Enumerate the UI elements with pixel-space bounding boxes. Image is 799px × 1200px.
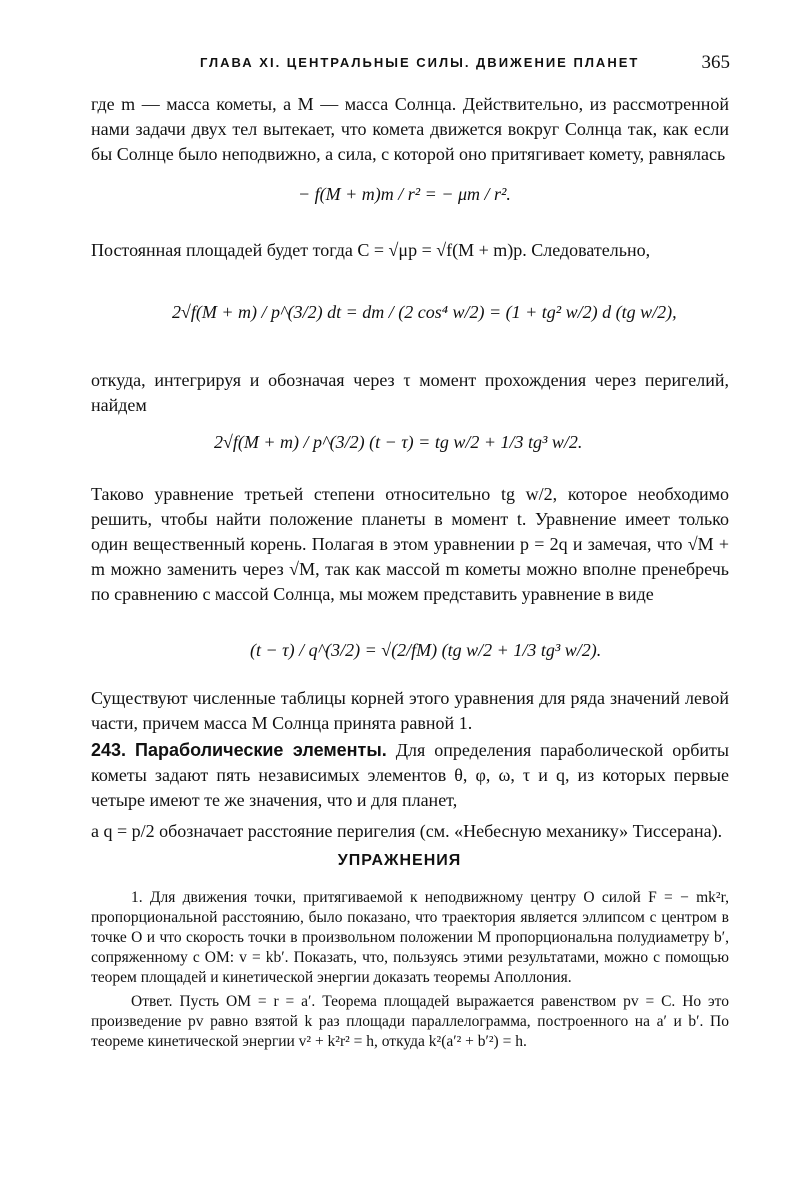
section-243-text-2: а q = p/2 обозначает расстояние перигелия (см. «Небесную механику» Тиссерана). (91, 821, 723, 841)
formula-4: (t − τ) / q^(3/2) = √(2/fM) (tg w/2 + 1/3 tg³ w/2). (250, 640, 602, 660)
section-243 (91, 738, 729, 844)
paragraph-2 (91, 238, 729, 263)
paragraph-3-text: откуда, интегрируя и обозначая через τ момент прохождения через перигелий, найдем (91, 370, 729, 415)
paragraph-5 (91, 686, 729, 736)
paragraph-1-text: где m — масса кометы, а M — масса Солнца. Действительно, из рассмотренной нами задачи двух тел вытекает, что комета движется вокруг Солнца так, как если бы Солнце было неподвижно, а сила, с которой оно притягивает комету, равнялась (91, 94, 729, 164)
formula-1: − f(M + m)m / r² = − μm / r². (298, 184, 511, 204)
exercise-1-answer: Ответ. Пусть OM = r = a′. Теорема площадей выражается равенством pv = C. Но это произведение pv равно взятой k раз площади параллелограмма, построенного на a′ и b′. По теореме кинетической энергии v² + k²r² = h, откуда k²(a′² + b′²) = h. (91, 993, 729, 1050)
exercise-1 (91, 888, 729, 1052)
paragraph-4-text: Таково уравнение третьей степени относительно tg w/2, которое необходимо решить, чтобы найти положение планеты в момент t. Уравнение имеет только один вещественный корень. Полагая в этом уравнении p = 2q и замечая, что √M + m можно заменить через √M, так как массой m кометы можно вполне пренебречь по сравнению с массой Солнца, мы можем представить уравнение в виде (91, 484, 729, 604)
section-heading: Параболические элементы. (135, 740, 387, 760)
section-number: 243. (91, 740, 127, 760)
page-header (90, 52, 730, 76)
paragraph-2-text: Постоянная площадей будет тогда C = √μp = √f(M + m)p. Следовательно, (91, 240, 651, 260)
paragraph-4 (91, 482, 729, 607)
paragraph-3 (91, 368, 729, 418)
page-number: 365 (701, 52, 730, 73)
formula-2: 2√f(M + m) / p^(3/2) dt = dm / (2 cos⁴ w/2) = (1 + tg² w/2) d (tg w/2), (172, 302, 677, 322)
exercise-1-text: 1. Для движения точки, притягиваемой к неподвижному центру O силой F = − mk²r, пропорциональной расстоянию, было показано, что траектория является эллипсом с центром в точке O и что скорость точки в произвольном положении M пропорциональна полудиаметру b′, сопряженному с OM: v = kb′. Показать, что, пользуясь этими результатами, можно с помощью теорем площадей и кинетической энергии доказать теоремы Аполлония. (91, 889, 729, 986)
paragraph-1 (91, 92, 729, 167)
running-head: ГЛАВА XI. ЦЕНТРАЛЬНЫЕ СИЛЫ. ДВИЖЕНИЕ ПЛАНЕТ (200, 55, 640, 70)
paragraph-5-text: Существуют численные таблицы корней этого уравнения для ряда значений левой части, причем масса M Солнца принята равной 1. (91, 688, 729, 733)
formula-3: 2√f(M + m) / p^(3/2) (t − τ) = tg w/2 + 1/3 tg³ w/2. (214, 432, 583, 452)
section-243-text: Для определения параболической орбиты кометы задают пять независимых элементов θ, φ, ω, τ и q, из которых первые четыре имеют те же значения, что и для планет, (91, 740, 729, 810)
exercises-title: УПРАЖНЕНИЯ (337, 852, 462, 869)
